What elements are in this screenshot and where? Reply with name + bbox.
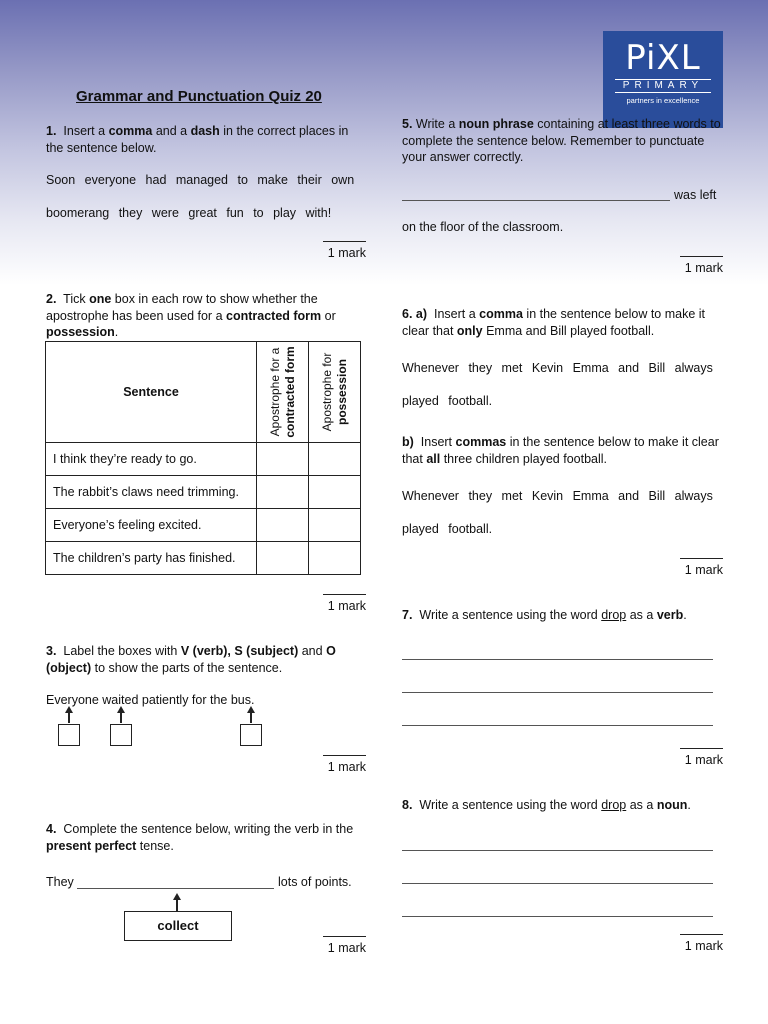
q7-bold-verb: verb	[656, 608, 684, 622]
label-box-bus[interactable]	[240, 724, 262, 746]
q6a-bold-comma: comma	[479, 307, 523, 321]
q3-text: to show the parts of the sentence.	[91, 660, 283, 675]
q8-text: as a	[626, 798, 657, 812]
arrow-shaft	[120, 712, 122, 723]
q3-sentence: Everyone waited patiently for the bus.	[46, 693, 255, 707]
q2-mark-line	[323, 594, 366, 595]
arrow-shaft	[68, 712, 70, 723]
q6b-label: b)	[402, 435, 414, 449]
tick-box-contracted[interactable]	[257, 476, 309, 509]
logo-main-text: PiXL	[625, 38, 701, 78]
tick-box-possession[interactable]	[309, 476, 361, 509]
q4-instruction	[46, 821, 356, 854]
q1-sentence-line1: Soon everyone had managed to make their own	[46, 173, 355, 187]
q6-mark-line	[680, 558, 723, 559]
q6b-text: Insert	[420, 435, 456, 449]
row-sentence: Everyone’s feeling excited.	[46, 509, 257, 542]
q4-mark: 1 mark	[327, 941, 366, 955]
q3-bold-object: O (object)	[46, 644, 336, 675]
q8-answer-line-1[interactable]	[402, 850, 713, 851]
q8-number: 8.	[402, 798, 413, 812]
q4-number: 4.	[46, 822, 57, 836]
q4-text: tense.	[136, 838, 174, 853]
q7-word-drop: drop	[601, 608, 627, 622]
q6b-sentence-line1: Whenever they met Kevin Emma and Bill always	[402, 489, 713, 503]
tick-box-contracted[interactable]	[257, 509, 309, 542]
header-possession	[309, 342, 361, 443]
q1-mark: 1 mark	[327, 246, 366, 260]
row-sentence: The children’s party has finished.	[46, 542, 257, 575]
q6-number: 6.	[402, 307, 413, 321]
q5-bold-noun-phrase: noun phrase	[458, 117, 534, 131]
q8-word-drop: drop	[601, 798, 627, 812]
q6a-sentence-line2: played football.	[402, 394, 493, 408]
header-sentence: Sentence	[46, 342, 257, 443]
q5-answer-line[interactable]	[402, 200, 670, 201]
table-row	[46, 542, 361, 575]
q6b-bold-commas: commas	[455, 435, 507, 449]
q2-text: box in each row to show whether the apostrophe has been used for a	[46, 292, 318, 323]
label-box-everyone[interactable]	[58, 724, 80, 746]
verb-box: collect	[124, 911, 232, 941]
q6a-bold-only: only	[456, 323, 483, 338]
header-possession-line2: possession	[334, 358, 349, 426]
q2-text: or	[321, 308, 336, 323]
q6a-instruction	[402, 306, 727, 339]
header-contracted	[257, 342, 309, 443]
q8-text: Write a sentence using the word	[419, 798, 602, 812]
q1-instruction	[46, 123, 356, 156]
q4-text: Complete the sentence below, writing the verb in the	[63, 822, 354, 836]
tick-box-possession[interactable]	[309, 443, 361, 476]
q6b-instruction	[402, 434, 727, 467]
q7-number: 7.	[402, 608, 413, 622]
q5-text: Write a	[415, 117, 459, 131]
q7-mark: 1 mark	[684, 753, 723, 767]
q1-text: in the correct places in the sentence below.	[46, 124, 349, 155]
row-sentence: The rabbit’s claws need trimming.	[46, 476, 257, 509]
q6a-label: a)	[415, 307, 428, 321]
q7-instruction	[402, 608, 687, 622]
pixl-primary-logo	[603, 31, 723, 128]
q7-answer-line-3[interactable]	[402, 725, 713, 726]
tick-box-possession[interactable]	[309, 542, 361, 575]
q1-mark-line	[323, 241, 366, 242]
q6b-bold-all: all	[426, 451, 441, 466]
q1-text: Insert a	[63, 124, 109, 138]
q8-mark-line	[680, 934, 723, 935]
tick-box-contracted[interactable]	[257, 443, 309, 476]
q3-mark-line	[323, 755, 366, 756]
logo-tagline: partners in excellence	[626, 96, 700, 105]
q5-number: 5.	[402, 117, 413, 131]
arrow-shaft	[176, 899, 178, 911]
q3-mark: 1 mark	[327, 760, 366, 774]
q5-mark: 1 mark	[684, 261, 723, 275]
page-title: Grammar and Punctuation Quiz 20	[76, 88, 322, 105]
q1-text: and a	[152, 124, 191, 138]
q2-bold-contracted: contracted form	[226, 308, 322, 323]
q6a-text: in the sentence below to make it clear that	[402, 307, 706, 338]
arrow-shaft	[250, 712, 252, 723]
apostrophe-table	[45, 341, 361, 575]
q5-mark-line	[680, 256, 723, 257]
q1-bold-dash: dash	[190, 124, 220, 138]
q6b-text: in the sentence below to make it clear that	[402, 435, 719, 466]
q6b-text: three children played football.	[440, 451, 608, 466]
q5-after-line: was left	[674, 188, 717, 202]
q2-bold-one: one	[89, 292, 112, 306]
q6b-sentence-line2: played football.	[402, 522, 493, 536]
q2-number: 2.	[46, 292, 57, 306]
q4-bold-present-perfect: present perfect	[46, 838, 137, 853]
q7-text: as a	[626, 608, 657, 622]
header-contracted-line1: Apostrophe for a	[267, 347, 282, 437]
table-row	[46, 443, 361, 476]
q2-bold-possession: possession	[46, 325, 115, 339]
q7-text: Write a sentence using the word	[419, 608, 602, 622]
table-header-row	[46, 342, 361, 443]
q3-number: 3.	[46, 644, 57, 658]
q4-sentence-end: lots of points.	[278, 875, 352, 889]
q7-text: .	[683, 608, 687, 622]
q5-line2: on the floor of the classroom.	[402, 220, 564, 234]
tick-box-contracted[interactable]	[257, 542, 309, 575]
q1-bold-comma: comma	[108, 124, 153, 138]
header-contracted-line2: contracted form	[282, 346, 297, 438]
q3-text: and	[298, 644, 327, 658]
q5-text: containing at least three words to complete the sentence below. Remember to punctuate your answer correctly.	[402, 117, 721, 164]
q4-answer-line[interactable]	[77, 888, 274, 889]
q2-instruction	[46, 291, 356, 341]
q7-answer-line-1[interactable]	[402, 659, 713, 660]
q4-mark-line	[323, 936, 366, 937]
q3-text: Label the boxes with	[63, 644, 181, 658]
q8-text: .	[687, 798, 691, 812]
table-row	[46, 509, 361, 542]
q8-bold-noun: noun	[656, 798, 688, 812]
tick-box-possession[interactable]	[309, 509, 361, 542]
q2-mark: 1 mark	[327, 599, 366, 613]
row-sentence: I think they’re ready to go.	[46, 443, 257, 476]
q6a-text: Emma and Bill played football.	[482, 323, 655, 338]
header-possession-line1: Apostrophe for	[319, 352, 334, 432]
q6-mark: 1 mark	[684, 563, 723, 577]
q8-answer-line-3[interactable]	[402, 916, 713, 917]
q1-sentence-line2: boomerang they were great fun to play with!	[46, 206, 332, 220]
table-row	[46, 476, 361, 509]
q2-text: Tick	[63, 292, 90, 306]
q6a-sentence-line1: Whenever they met Kevin Emma and Bill always	[402, 361, 713, 375]
q2-text: .	[114, 325, 119, 339]
q4-sentence-start: They	[46, 875, 74, 889]
q7-answer-line-2[interactable]	[402, 692, 713, 693]
q5-instruction	[402, 116, 727, 166]
q3-bold-verb: V (verb),	[180, 644, 231, 658]
q7-mark-line	[680, 748, 723, 749]
q1-number: 1.	[46, 124, 57, 138]
logo-sub-text: PRIMARY	[615, 79, 711, 93]
q3-bold-subject: S (subject)	[234, 644, 299, 658]
q8-answer-line-2[interactable]	[402, 883, 713, 884]
q3-instruction	[46, 643, 356, 676]
label-box-waited[interactable]	[110, 724, 132, 746]
q6a-text: Insert a	[434, 307, 480, 321]
q8-instruction	[402, 798, 691, 812]
q8-mark: 1 mark	[684, 939, 723, 953]
